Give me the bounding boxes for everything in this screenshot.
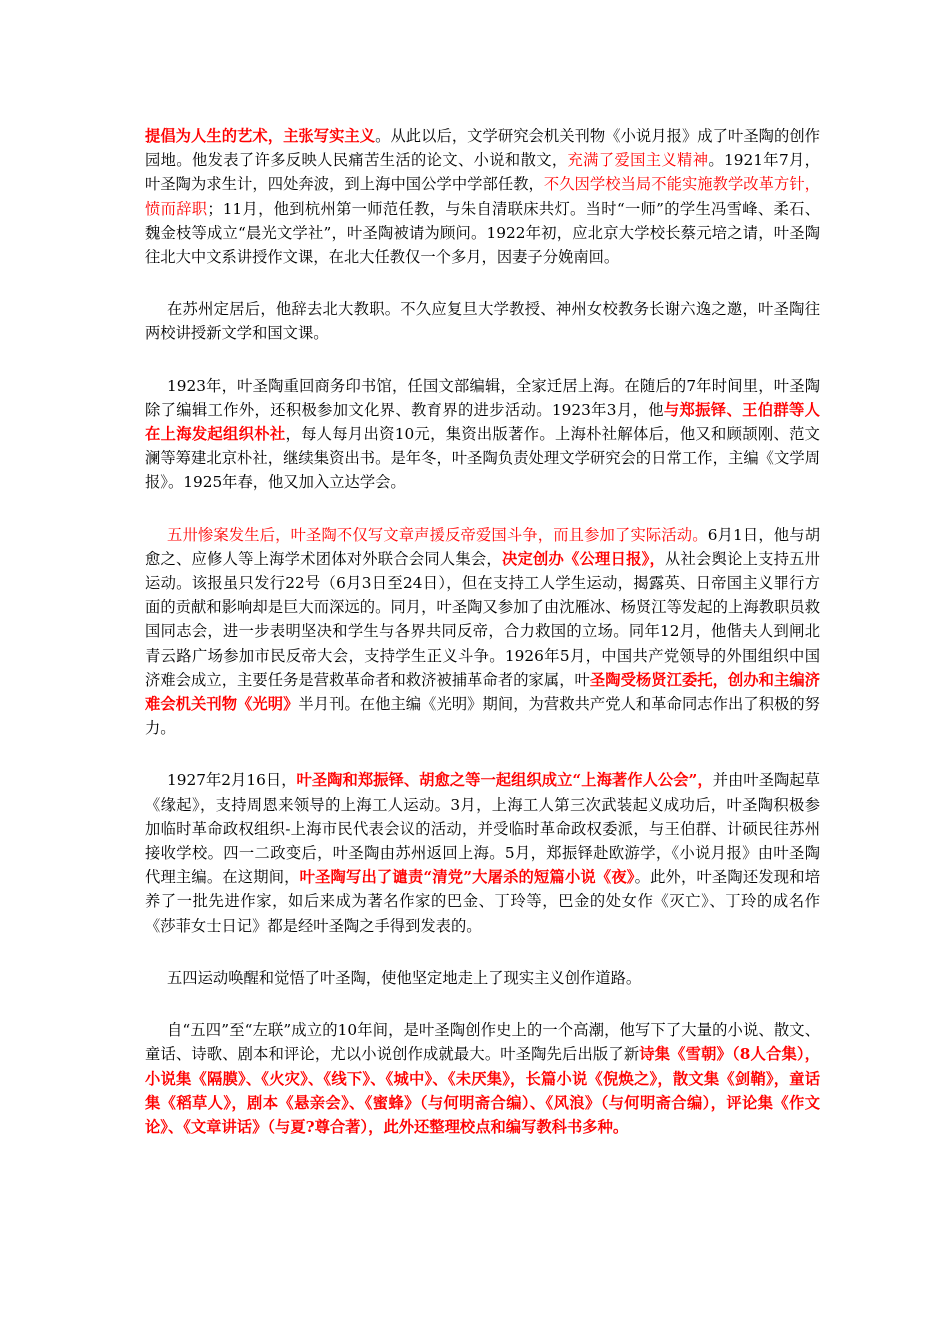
highlighted-text: 与郑振铎、王伯群等人在上海发起组织朴社 (145, 400, 820, 444)
document-body (145, 124, 820, 1139)
highlighted-text: 叶圣陶和郑振铎、胡愈之等一起组织成立“上海著作人公会”， (296, 771, 713, 790)
body-text: 在苏州定居后，他辞去北大教职。不久应复旦大学教授、神州女校教务长谢六逸之邀，叶圣陶往两校讲授新文学和国文课。 (145, 300, 820, 343)
paragraph (145, 768, 820, 937)
body-text: 。此外，叶圣陶还发现和培养了一批先进作家，如后来成为著名作家的巴金、丁玲等，巴金的处女作《灭亡》、丁玲的成名作《莎菲女士日记》都是经叶圣陶之手得到发表的。 (145, 868, 820, 935)
body-text: 1923年，叶圣陶重回商务印书馆，任国文部编辑，全家迁居上海。在随后的7年时间里，叶圣陶除了编辑工作外，还积极参加文化界、教育界的进步活动。1923年3月，他 (145, 376, 820, 419)
paragraph (145, 523, 820, 741)
highlighted-text: 圣陶受杨贤江委托，创办和主编济难会机关刊物《光明》 (145, 670, 820, 714)
paragraph (145, 297, 820, 345)
body-text: 从社会舆论上支持五卅运动。该报虽只发行22号（6月3日至24日），但在支持工人学生运动，揭露英、日帝国主义罪行方面的贡献和影响却是巨大而深远的。同月，叶圣陶又参加了由沈雁冰、杨贤江等发起的上海教职员救国同志会，进一步表明坚决和学生与各界共同反帝，合力救国的立场。同年12月，他偕夫人到闸北青云路广场参加市民反帝大会，支持学生正义斗争。1926年5月，中国共产党领导的外围组织中国济难会成立，主要任务是营救革命者和救济被捕革命者的家属，叶 (145, 549, 820, 689)
paragraph (145, 966, 820, 990)
highlighted-text: 不久因学校当局不能实施教学改革方针，愤而辞职 (145, 175, 820, 218)
body-text: 自“五四”至“左联”成立的10年间，是叶圣陶创作史上的一个高潮，他写下了大量的小说、散文、童话、诗歌、剧本和评论，尤以小说创作成就最大。叶圣陶先后出版了新 (145, 1021, 820, 1064)
highlighted-text: 提倡为人生的艺术，主张写实主义 (145, 127, 376, 145)
highlighted-text: 充满了爱国主义精神 (567, 151, 709, 170)
body-text: 6月1日，他与胡愈之、应修人等上海学术团体对外联合会同人集会， (145, 525, 820, 568)
body-text: 半月刊。在他主编《光明》期间，为营救共产党人和革命同志作出了积极的努力。 (145, 695, 820, 738)
highlighted-text: 诗集《雪朝》（8人合集），小说集《隔膜》、《火灾》、《线下》、《城中》、《未厌集》，长篇小说《倪焕之》，散文集《剑鞘》，童话集《稻草人》，剧本《悬亲会》、《蜜蜂》（与何明斋合编）、《风浪》（与何明斋合编），评论集《作文论》、《文章讲话》（与夏?尊合著），此外还整理校点和编写教科书多种。 (145, 1045, 820, 1136)
body-text: 1927年2月16日， (167, 771, 297, 790)
highlighted-text: 叶圣陶写出了谴责“清党”大屠杀的短篇小说《夜》 (299, 868, 635, 887)
highlighted-text: 五卅惨案发生后，叶圣陶不仅写文章声援反帝爱国斗争，而且参加了实际活动。 (167, 525, 708, 544)
body-text: ，每人每月出资10元，集资出版著作。上海朴社解体后，他又和顾颉刚、范文澜等筹建北京朴社，继续集资出书。是年冬，叶圣陶负责处理文学研究会的日常工作，主编《文学周报》。1925年春，他又加入立达学会。 (145, 425, 820, 492)
body-text: 。从此以后，文学研究会机关刊物《小说月报》成了叶圣陶的创作园地。他发表了许多反映人民痛苦生活的论文、小说和散文， (145, 127, 820, 170)
body-text: 五四运动唤醒和觉悟了叶圣陶，使他坚定地走上了现实主义创作道路。 (167, 968, 642, 987)
highlighted-text: 决定创办《公理日报》， (501, 549, 665, 568)
paragraph (145, 1018, 820, 1139)
body-text: 。1921年7月，叶圣陶为求生计，四处奔波，到上海中国公学中学部任教， (145, 151, 820, 194)
body-text: 并由叶圣陶起草《缘起》，支持周恩来领导的上海工人运动。3月，上海工人第三次武装起义成功后，叶圣陶积极参加临时革命政权组织-上海市民代表会议的活动，并受临时革命政权委派，与王伯群、计硕民往苏州接收学校。四一二政变后，叶圣陶由苏州返回上海。5月，郑振铎赴欧游学，《小说月报》由叶圣陶代理主编。在这期间， (145, 771, 820, 887)
paragraph (145, 124, 820, 269)
body-text: ；11月，他到杭州第一师范任教，与朱自清联床共灯。当时“一师”的学生冯雪峰、柔石、魏金枝等成立“晨光文学社”，叶圣陶被请为顾问。1922年初，应北京大学校长蔡元培之请，叶圣陶往北大中文系讲授作文课，在北大任教仅一个多月，因妻子分娩南回。 (145, 199, 820, 267)
paragraph (145, 374, 820, 495)
